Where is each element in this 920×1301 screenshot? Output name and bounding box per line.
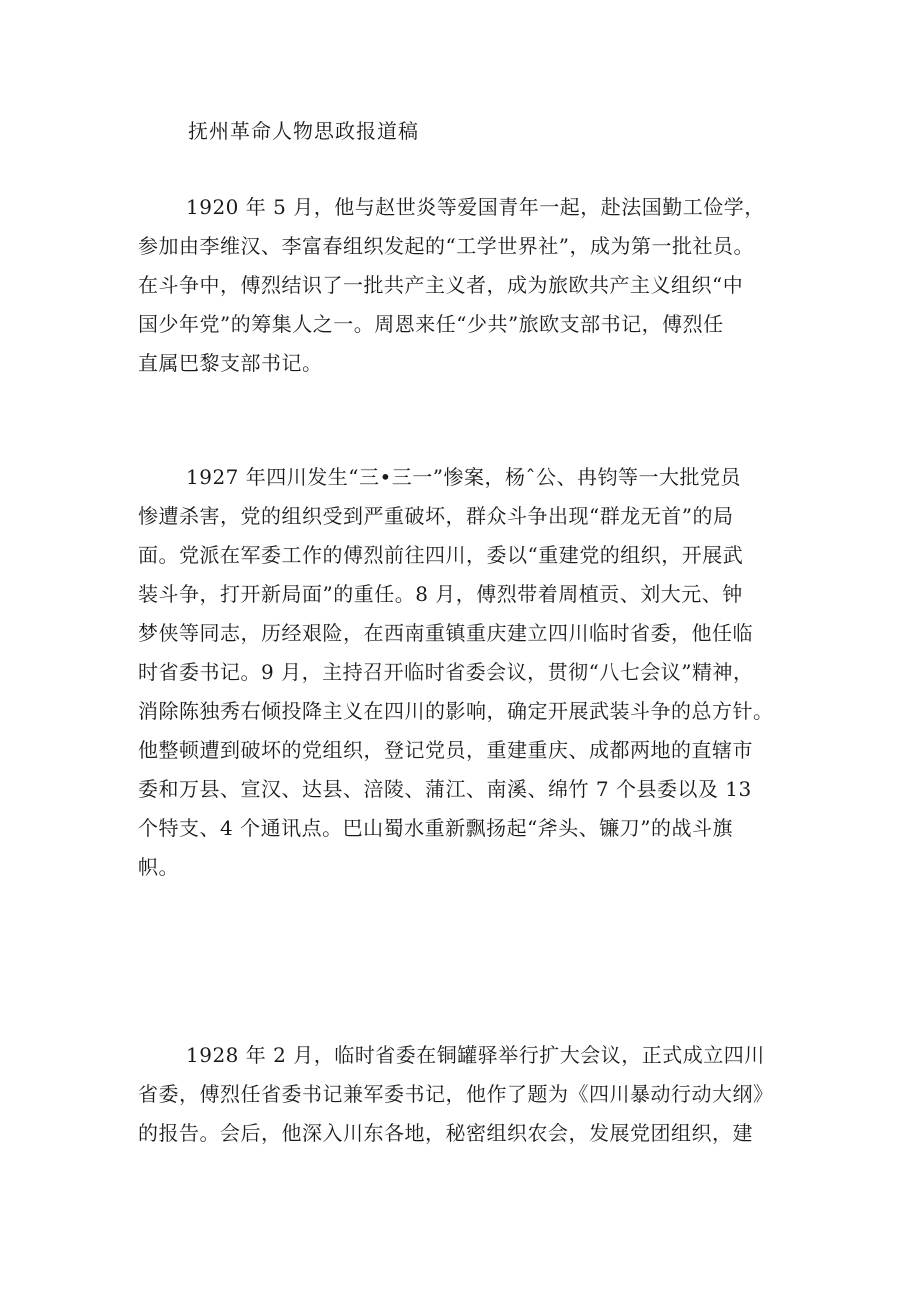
text-line: 1928 年 2 月，临时省委在铜罐驿举行扩大会议，正式成立四川	[186, 1043, 765, 1067]
text-line: 时省委书记。9 月，主持召开临时省委会议，贯彻“八七会议”精神，	[138, 660, 754, 684]
text-line: 个特支、4 个通讯点。巴山蜀水重新飘扬起“斧头、镰刀”的战斗旗	[138, 816, 734, 840]
text-line: 消除陈独秀右倾投降主义在四川的影响，确定开展武装斗争的总方针。	[138, 699, 774, 723]
text-line: 1920 年 5 月，他与赵世炎等爱国青年一起，赴法国勤工俭学，	[186, 195, 765, 219]
text-line: 委和万县、宣汉、达县、涪陵、蒲江、南溪、绵竹 7 个县委以及 13	[138, 777, 752, 801]
paragraph-1928	[138, 1036, 798, 1153]
text-line: 梦侠等同志，历经艰险，在西南重镇重庆建立四川临时省委，他任临	[138, 621, 753, 645]
text-line: 他整顿遭到破坏的党组织，登记党员，重建重庆、成都两地的直辖市	[138, 738, 753, 762]
document-title: 抚州革命人物思政报道稿	[188, 119, 419, 143]
paragraph-1927	[138, 458, 798, 887]
text-line: 1927 年四川发生“三•三一”惨案，杨ˆ公、冉钧等一大批党员	[186, 465, 742, 489]
text-line: 在斗争中，傅烈结识了一批共产主义者，成为旅欧共产主义组织“中	[138, 273, 744, 297]
text-line: 帜。	[138, 855, 179, 879]
text-line: 惨遭杀害，党的组织受到严重破坏，群众斗争出现“群龙无首”的局	[138, 504, 734, 528]
text-line: 省委，傅烈任省委书记兼军委书记，他作了题为《四川暴动行动大纲》	[138, 1082, 774, 1106]
text-line: 装斗争，打开新局面”的重任。8 月，傅烈带着周植贡、刘大元、钟	[138, 582, 743, 606]
text-line: 国少年党”的筹集人之一。周恩来任“少共”旅欧支部书记，傅烈任	[138, 312, 724, 336]
paragraph-1920	[138, 188, 798, 383]
text-line: 的报告。会后，他深入川东各地，秘密组织农会，发展党团组织，建	[138, 1121, 753, 1145]
text-line: 直属巴黎支部书记。	[138, 351, 323, 375]
text-line: 参加由李维汉、李富春组织发起的“工学世界社”，成为第一批社员。	[138, 234, 754, 258]
text-line: 面。党派在军委工作的傅烈前往四川，委以“重建党的组织，开展武	[138, 543, 744, 567]
